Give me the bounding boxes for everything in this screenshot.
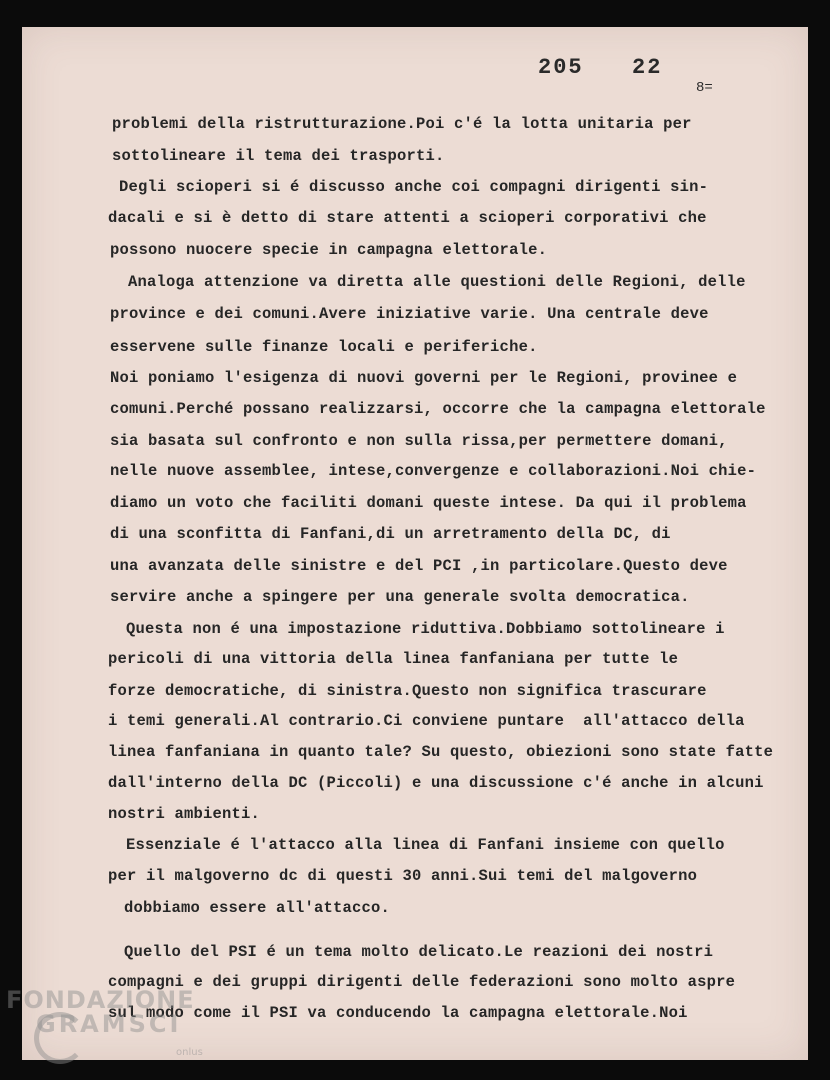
- text-line: Questa non é una impostazione riduttiva.Dobbiamo sottolineare i: [126, 620, 725, 638]
- text-line: sottolineare il tema dei trasporti.: [112, 147, 445, 165]
- text-line: problemi della ristrutturazione.Poi c'é la lotta unitaria per: [112, 115, 692, 133]
- text-line: forze democratiche, di sinistra.Questo non significa trascurare: [108, 682, 707, 700]
- watermark-logo: [6, 986, 203, 1058]
- text-line: pericoli di una vittoria della linea fanfaniana per tutte le: [108, 650, 679, 668]
- text-line: di una sconfitta di Fanfani,di un arretramento della DC, di: [110, 525, 671, 543]
- text-line: dall'interno della DC (Piccoli) e una discussione c'é anche in alcuni: [108, 774, 764, 792]
- text-line: Noi poniamo l'esigenza di nuovi governi per le Regioni, provinee e: [110, 369, 738, 387]
- text-line: Analoga attenzione va diretta alle questioni delle Regioni, delle: [128, 273, 746, 291]
- text-line: diamo un voto che faciliti domani queste intese. Da qui il problema: [110, 494, 747, 512]
- text-line: una avanzata delle sinistre e del PCI ,in particolare.Questo deve: [110, 557, 728, 575]
- text-line: i temi generali.Al contrario.Ci conviene puntare all'attacco della: [108, 712, 745, 730]
- page-number: 205: [538, 55, 584, 80]
- gramsci-logo-icon: [34, 1012, 86, 1064]
- text-line: dacali e si è detto di stare attenti a scioperi corporativi che: [108, 209, 707, 227]
- text-line: sia basata sul confronto e non sulla rissa,per permettere domani,: [110, 432, 728, 450]
- text-line: Degli scioperi si é discusso anche coi compagni dirigenti sin-: [119, 178, 709, 196]
- page-index: 22: [632, 55, 663, 80]
- text-line: esservene sulle finanze locali e periferiche.: [110, 338, 538, 356]
- sub-number: 8=: [696, 80, 713, 96]
- text-line: nostri ambienti.: [108, 805, 261, 823]
- text-line: per il malgoverno dc di questi 30 anni.Sui temi del malgoverno: [108, 867, 698, 885]
- text-line: province e dei comuni.Avere iniziative varie. Una centrale deve: [110, 305, 709, 323]
- text-line: dobbiamo essere all'attacco.: [124, 899, 391, 917]
- watermark-line: onlus: [176, 1047, 203, 1058]
- text-line: servire anche a spingere per una generale svolta democratica.: [110, 588, 690, 606]
- watermark-line: GRAMSCI: [36, 1010, 182, 1038]
- text-line: linea fanfaniana in quanto tale? Su questo, obiezioni sono state fatte: [108, 743, 774, 761]
- text-line: nelle nuove assemblee, intese,convergenze e collaborazioni.Noi chie-: [110, 462, 757, 480]
- text-line: sul modo come il PSI va conducendo la campagna elettorale.Noi: [108, 1004, 688, 1022]
- text-line: compagni e dei gruppi dirigenti delle federazioni sono molto aspre: [108, 973, 736, 991]
- text-line: comuni.Perché possano realizzarsi, occorre che la campagna elettorale: [110, 400, 766, 418]
- watermark-line: FONDAZIONE: [6, 986, 195, 1014]
- text-line: possono nuocere specie in campagna elettorale.: [110, 241, 548, 259]
- text-line: Essenziale é l'attacco alla linea di Fanfani insieme con quello: [126, 836, 725, 854]
- text-line: Quello del PSI é un tema molto delicato.Le reazioni dei nostri: [124, 943, 714, 961]
